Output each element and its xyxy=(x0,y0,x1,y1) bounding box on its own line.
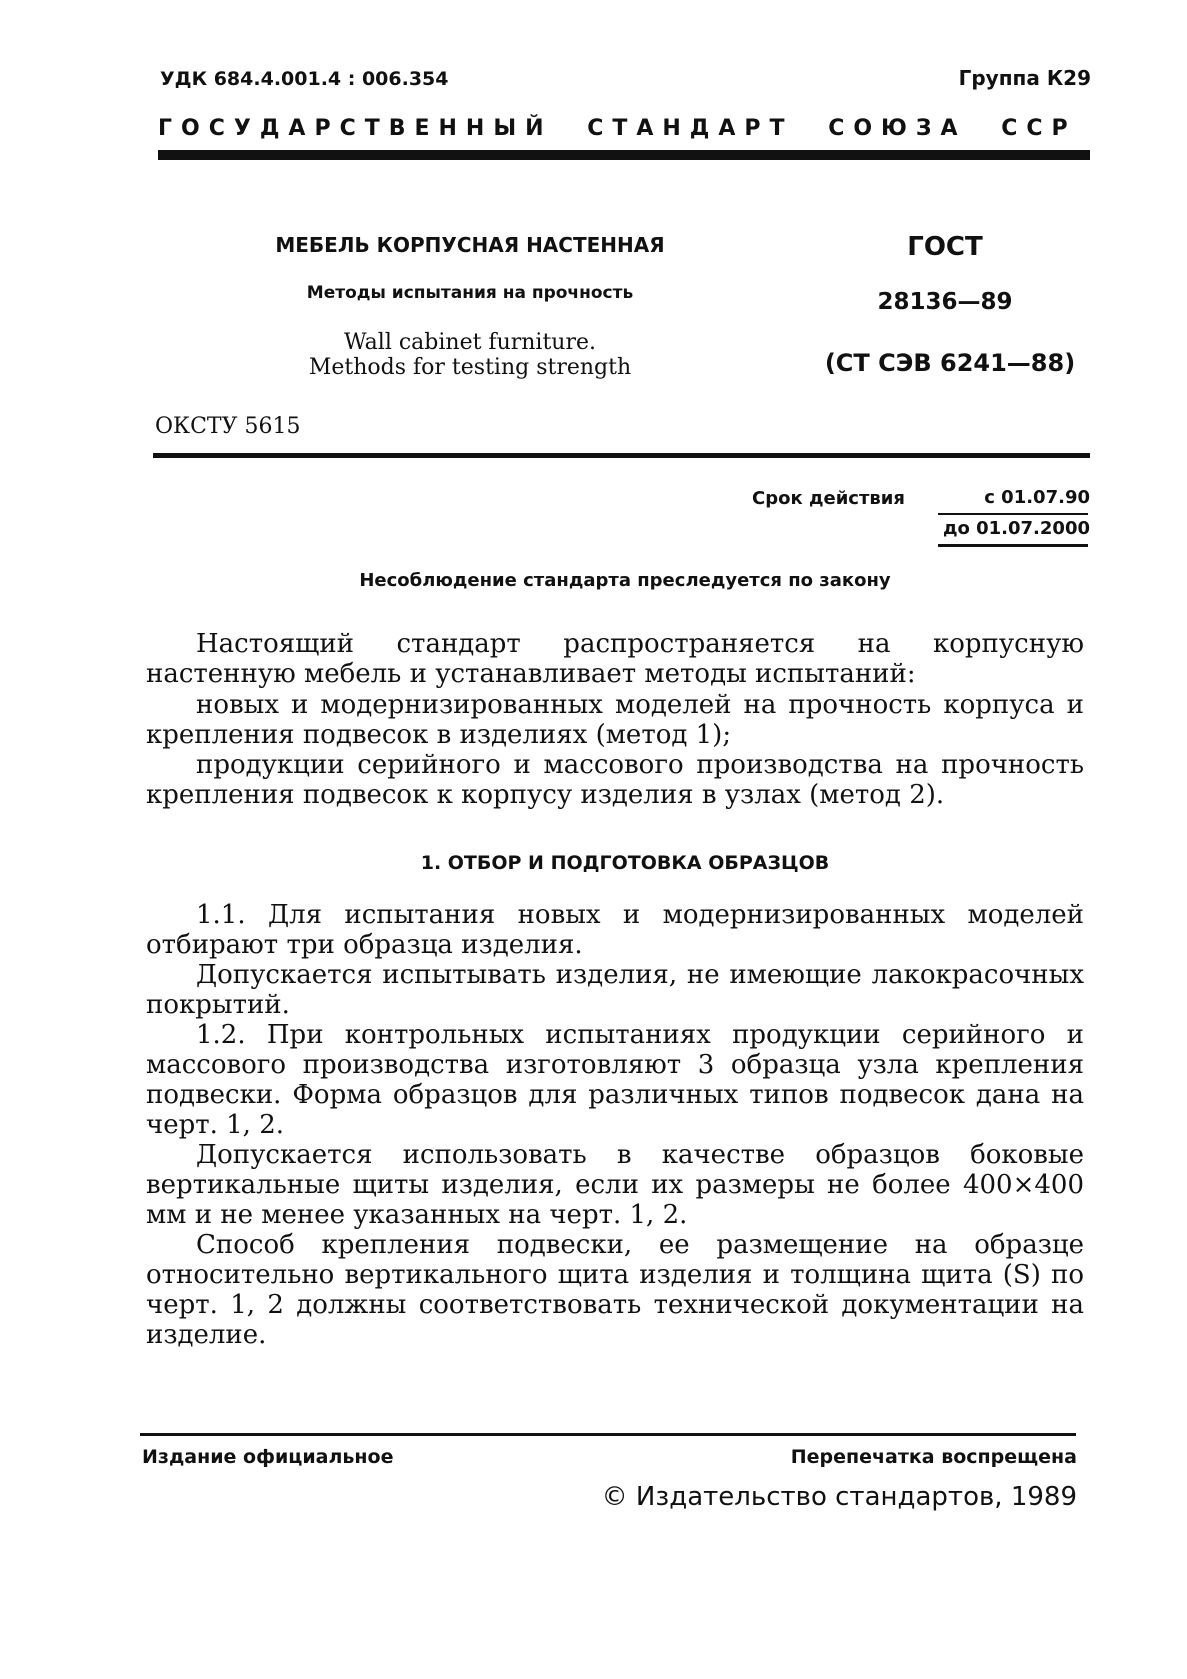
middle-rule xyxy=(153,453,1090,458)
validity-to: до 01.07.2000 xyxy=(942,518,1090,539)
validity-label: Срок действия xyxy=(752,488,905,509)
copyright: © Издательство стандартов, 1989 xyxy=(601,1482,1077,1512)
section-heading: 1. ОТБОР И ПОДГОТОВКА ОБРАЗЦОВ xyxy=(420,852,830,874)
document-subtitle: Методы испытания на прочность xyxy=(306,283,634,303)
intro-method-2: продукции серийного и массового производства на прочность крепления подвесок к корпусу изделия в узлах (метод 2). xyxy=(146,750,1084,810)
english-subtitle: Methods for testing strength xyxy=(308,355,632,380)
validity-from-underline xyxy=(938,513,1088,515)
gost-number: 28136—89 xyxy=(877,289,1013,315)
footer-rule xyxy=(140,1433,1076,1436)
top-rule xyxy=(158,150,1090,160)
clause-1-1-note: Допускается испытывать изделия, не имеющие лакокрасочных покрытий. xyxy=(146,960,1084,1020)
sev-reference: (СТ СЭВ 6241—88) xyxy=(824,349,1076,377)
okstu-code: ОКСТУ 5615 xyxy=(155,414,301,439)
intro-paragraph: Настоящий стандарт распространяется на корпусную настенную мебель и устанавливает методы испытаний: xyxy=(146,629,1084,689)
validity-to-underline xyxy=(938,544,1088,547)
law-notice: Несоблюдение стандарта преследуется по закону xyxy=(359,570,891,591)
clause-1-1: 1.1. Для испытания новых и модернизированных моделей отбирают три образца изделия. xyxy=(146,900,1084,960)
state-standard-banner: ГОСУДАРСТВЕННЫЙ СТАНДАРТ СОЮЗА ССР xyxy=(158,116,1077,141)
reprint-notice: Перепечатка воспрещена xyxy=(790,1446,1077,1468)
clause-1-2-mounting: Способ крепления подвески, ее размещение на образце относительно вертикального щита изделия и толщина щита (S) по черт. 1, 2 должны соответствовать технической документации на изделие. xyxy=(146,1230,1084,1350)
clause-1-2-note: Допускается использовать в качестве образцов боковые вертикальные щиты изделия, если их размеры не более 400×400 мм и не менее указанных на черт. 1, 2. xyxy=(146,1140,1084,1230)
group-code: Группа К29 xyxy=(958,66,1091,90)
official-edition: Издание официальное xyxy=(142,1446,394,1468)
document-title: МЕБЕЛЬ КОРПУСНАЯ НАСТЕННАЯ xyxy=(275,233,665,257)
intro-method-1: новых и модернизированных моделей на прочность корпуса и крепления подвесок в изделиях (метод 1); xyxy=(146,690,1084,750)
english-title: Wall cabinet furniture. xyxy=(343,330,597,355)
gost-label: ГОСТ xyxy=(907,232,983,262)
clause-1-2: 1.2. При контрольных испытаниях продукции серийного и массового производства изготовляют 3 образца узла крепления подвески. Форма образцов для различных типов подвесок дана на черт. 1, 2. xyxy=(146,1020,1084,1140)
validity-from: с 01.07.90 xyxy=(984,487,1090,508)
udk-code: УДК 684.4.001.4 : 006.354 xyxy=(160,68,449,90)
